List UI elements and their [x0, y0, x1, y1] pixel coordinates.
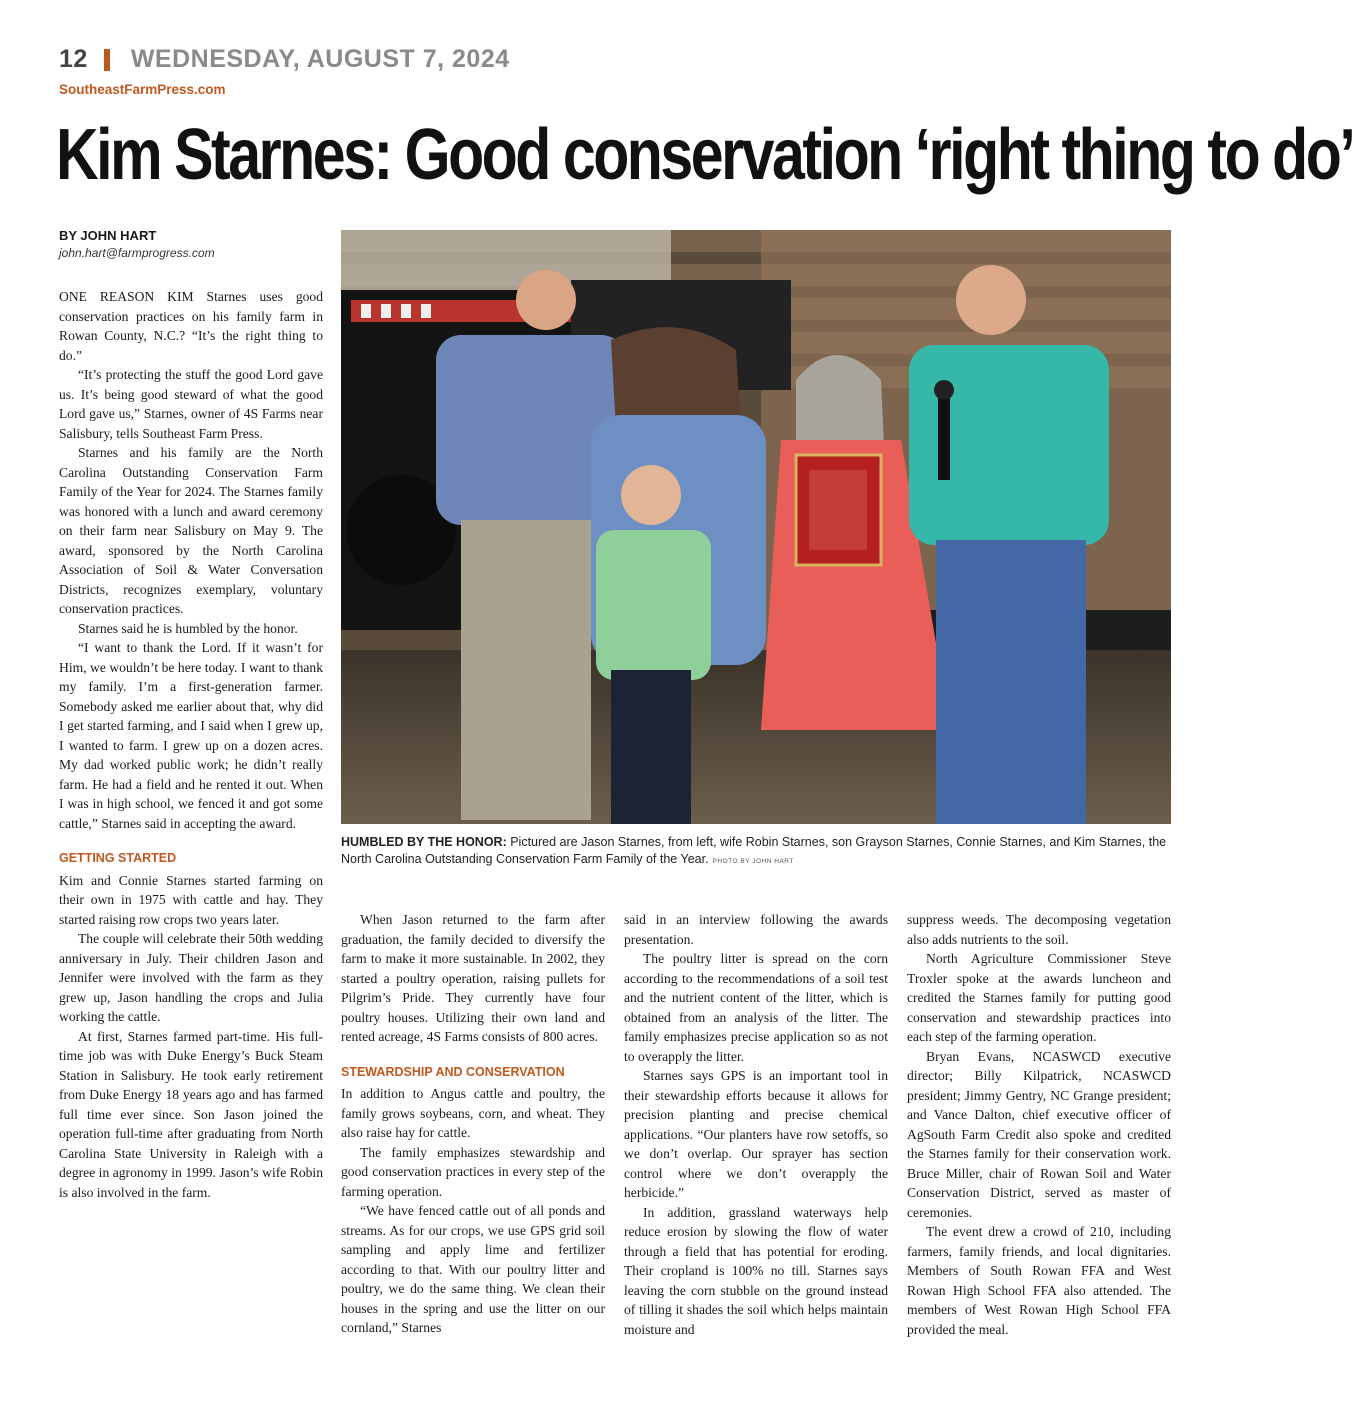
author-email: john.hart@farmprogress.com	[59, 246, 215, 260]
article-paragraph: At first, Starnes farmed part-time. His full-time job was with Duke Energy’s Buck Steam Station in Salisbury. He took early retirement from Duke Energy 18 years ago and has farmed full time ever since. Son Jason joined the operation full-time after graduating from North Carolina State University in Raleigh with a degree in agronomy in 1999. Jason’s wife Robin is also involved in the farm.	[59, 1028, 323, 1200]
byline	[59, 228, 215, 260]
article-paragraph: When Jason returned to the farm after graduation, the family decided to diversify the farm to make it more sustainable. In 2002, they started a poultry operation, raising pullets for Pilgrim’s Pride. They currently have four poultry houses. Utilizing their own land and rented acreage, 4S Farms consists of 800 acres.	[341, 912, 605, 1044]
article-paragraph: In addition, grassland waterways help reduce erosion by slowing the flow of water through a field that has potential for eroding. Their cropland is 100% no till. Starnes says leaving the corn stubble on the ground instead of tilling it shades the soil which helps maintain moisture and	[624, 1204, 888, 1337]
article-paragraph: The couple will celebrate their 50th wedding anniversary in July. Their children Jason and Jennifer were involved with the farm as they grew up, Jason handling the crops and Julia working the cattle.	[59, 931, 323, 1024]
subhead-stewardship: STEWARDSHIP AND CONSERVATION	[341, 1064, 565, 1079]
subhead-getting-started: GETTING STARTED	[59, 851, 177, 865]
article-column-2	[341, 910, 605, 1338]
article-column-4	[907, 910, 1171, 1339]
article-paragraph: In addition to Angus cattle and poultry, the family grows soybeans, corn, and wheat. They also raise hay for cattle.	[341, 1086, 605, 1140]
article-column-1	[59, 287, 323, 1202]
masthead	[59, 45, 510, 74]
article-paragraph: suppress weeds. The decomposing vegetation also adds nutrients to the soil.	[907, 912, 1171, 947]
article-paragraph: The family emphasizes stewardship and good conservation practices in every step of the farming operation.	[341, 1144, 605, 1199]
article-paragraph: “We have fenced cattle out of all ponds and streams. As for our crops, we use GPS grid soil sampling and apply lime and fertilizer according to that. With our poultry litter and poultry, we do the same thing. We clean their houses in the spring and use the litter on our cornland,” Starnes	[341, 1203, 605, 1335]
article-paragraph: Starnes says GPS is an important tool in their stewardship efforts because it allows for precision planting and precise chemical applications. “Our planters have row setoffs, so we don’t overlap. Our sprayer has section control where we don’t overapply the herbicide.”	[624, 1068, 888, 1200]
article-paragraph: “It’s protecting the stuff the good Lord gave us. It’s being good steward of what the good Lord gave us,” Starnes, owner of 4S Farms near Salisbury, tells Southeast Farm Press.	[59, 367, 323, 441]
article-paragraph: Starnes and his family are the North Carolina Outstanding Conservation Farm Family of the Year for 2024. The Starnes family was honored with a lunch and award ceremony on their farm near Salisbury on May 9. The award, sponsored by the North Carolina Association of Soil & Water Conversation Districts, recognizes exemplary, voluntary conservation practices.	[59, 445, 323, 616]
article-paragraph: Starnes said he is humbled by the honor.	[78, 620, 298, 636]
article-paragraph: Bryan Evans, NCASWCD executive director; Billy Kilpatrick, NCASWCD president; Jimmy Gentry, NC Grange president; and Vance Dalton, chief executive officer of AgSouth Farm Credit also spoke and credited the Starnes family for their conservation work. Bruce Miller, chair of Rowan Soil and Water Conservation District, served as master of ceremonies.	[907, 1048, 1171, 1220]
caption-label: HUMBLED BY THE HONOR:	[341, 835, 507, 849]
family-photo-illustration	[341, 230, 1171, 824]
lead-in: ONE REASON KIM	[59, 289, 194, 304]
article-paragraph: said in an interview following the awards presentation.	[624, 912, 888, 947]
article-paragraph: ONE REASON KIM Starnes uses good conservation practices on his family farm in Rowan County, N.C.? “It’s the right thing to do.”	[59, 289, 324, 363]
article-paragraph: “I want to thank the Lord. If it wasn’t for Him, we wouldn’t be here today. I want to thank my family. I’m a first-generation farmer. Somebody asked me earlier about that, why did I get started farming, and I said when I grew up, I wanted to farm. I grew up on a dozen acres. My dad worked public work; he didn’t really farm. He had a field and he rented it out. When I was in high school, we fenced it and got some cattle,” Starnes said in accepting the award.	[59, 640, 323, 831]
masthead-divider	[104, 49, 110, 71]
page-number: 12	[59, 45, 88, 73]
article-paragraph: Kim and Connie Starnes started farming on their own in 1975 with cattle and hay. They started raising row crops two years later.	[59, 872, 323, 927]
headline: Kim Starnes: Good conservation ‘right thing to do’	[56, 115, 1353, 195]
photo-caption	[341, 834, 1171, 870]
author-name: BY JOHN HART	[59, 228, 157, 243]
article-paragraph: The event drew a crowd of 210, including farmers, family friends, and local dignitaries. Members of South Rowan FFA and West Rowan High School FFA also attended. The members of West Rowan High School FFA provided the meal.	[907, 1224, 1171, 1337]
caption-text: Pictured are Jason Starnes, from left, wife Robin Starnes, son Grayson Starnes, Connie Starnes, and Kim Starnes, the North Carolina Outstanding Conservation Farm Family of the Year.	[341, 835, 1167, 866]
issue-date: WEDNESDAY, AUGUST 7, 2024	[130, 45, 510, 73]
article-paragraph: The poultry litter is spread on the corn according to the recommendations of a soil test and the nutrient content of the litter, which is obtained from an analysis of the litter. The family emphasizes precise application so as not to overapply the litter.	[624, 951, 888, 1064]
publication-site: SoutheastFarmPress.com	[59, 82, 226, 97]
article-photo	[341, 230, 1171, 824]
article-column-3	[624, 910, 888, 1339]
photo-credit: PHOTO BY JOHN HART	[712, 858, 794, 865]
article-paragraph: North Agriculture Commissioner Steve Troxler spoke at the awards luncheon and credited the Starnes family for putting good conservation and stewardship practices into each step of the farming operation.	[907, 951, 1171, 1044]
